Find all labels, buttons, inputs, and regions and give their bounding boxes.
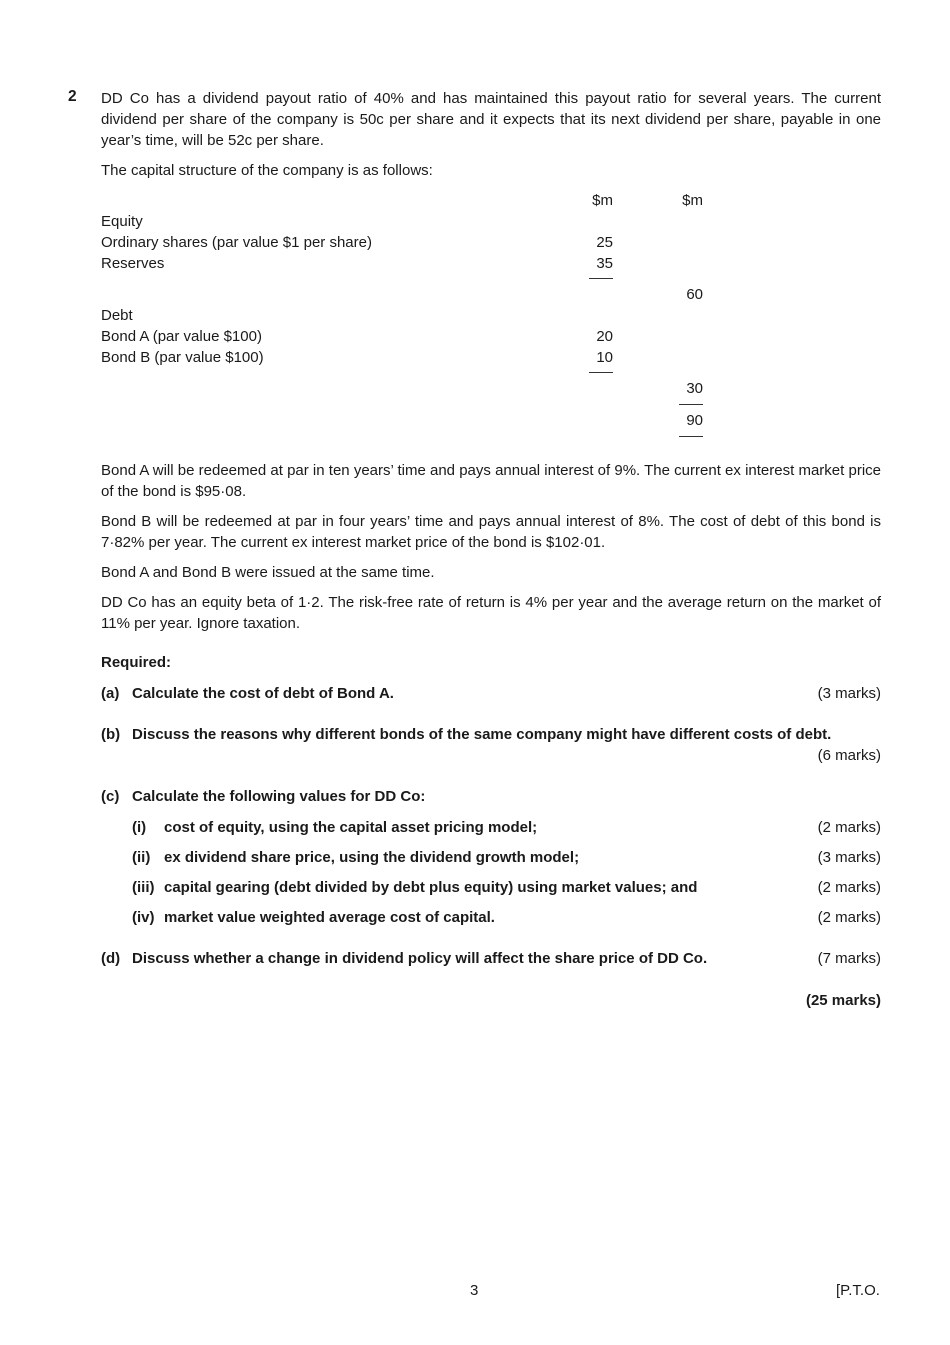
part-d-marks: (7 marks) [817, 950, 881, 967]
part-b-text: Discuss the reasons why different bonds of the same company might have different costs of debt. [132, 726, 832, 743]
part-d [101, 948, 881, 969]
col-header-2: $m [682, 192, 703, 209]
bond-b-row [101, 347, 881, 368]
page-number: 3 [470, 1282, 479, 1299]
part-c-iv-text: market value weighted average cost of capital. [164, 909, 495, 926]
grand-total-bottom-rule [679, 436, 703, 437]
reserves-value: 35 [596, 255, 613, 272]
part-c-ii [101, 847, 881, 868]
ordinary-shares-value: 25 [596, 234, 613, 251]
equity-subtotal-rule [589, 278, 613, 279]
bond-a-row [101, 326, 881, 347]
beta-paragraph: DD Co has an equity beta of 1·2. The risk-free rate of return is 4% per year and the average return on the market of 11% per year. Ignore taxation. [101, 594, 881, 632]
part-a-text: Calculate the cost of debt of Bond A. [132, 685, 394, 702]
part-c-i-tag: (i) [132, 819, 147, 836]
total-marks-row [101, 990, 881, 1011]
required-label: Required: [101, 654, 172, 671]
part-c-i [101, 817, 881, 838]
bond-b-paragraph: Bond B will be redeemed at par in four years’ time and pays annual interest of 8%. The cost of debt of this bond is 7·82% per year. The current ex interest market price of the bond is $102·01. [101, 513, 881, 551]
bond-b-label: Bond B (par value $100) [101, 349, 264, 366]
part-c-ii-text: ex dividend share price, using the dividend growth model; [164, 849, 580, 866]
ordinary-shares-row [101, 232, 881, 253]
part-c-i-text: cost of equity, using the capital asset pricing model; [164, 819, 538, 836]
bond-a-paragraph: Bond A will be redeemed at par in ten years’ time and pays annual interest of 9%. The current ex interest market price of the bond is $95·08. [101, 462, 881, 500]
part-c-text: Calculate the following values for DD Co: [132, 788, 426, 805]
grand-total-top-rule [679, 404, 703, 405]
part-b [101, 724, 881, 766]
part-d-text: Discuss whether a change in dividend policy will affect the share price of DD Co. [132, 950, 708, 967]
question-number: 2 [68, 88, 77, 105]
part-c-ii-tag: (ii) [132, 849, 151, 866]
debt-label: Debt [101, 307, 133, 324]
part-c-iv-tag: (iv) [132, 909, 155, 926]
part-c-iv [101, 907, 881, 928]
reserves-row [101, 253, 881, 274]
equity-label: Equity [101, 213, 143, 230]
part-c-ii-marks: (3 marks) [817, 849, 881, 866]
debt-label-row [101, 305, 881, 326]
grand-total: 90 [686, 412, 703, 429]
part-b-marks: (6 marks) [817, 747, 881, 764]
part-c-tag: (c) [101, 788, 120, 805]
issued-paragraph: Bond A and Bond B were issued at the same time. [101, 564, 435, 581]
intro-paragraph: DD Co has a dividend payout ratio of 40% and has maintained this payout ratio for several years. The current dividend per share of the company is 50c per share and it expects that its next dividend per share, payable in one year’s time, will be 52c per share. [101, 90, 881, 149]
equity-total-row [101, 284, 881, 305]
bond-a-label: Bond A (par value $100) [101, 328, 262, 345]
ordinary-shares-label: Ordinary shares (par value $1 per share) [101, 234, 372, 251]
bond-b-value: 10 [596, 349, 613, 366]
debt-subtotal-rule [589, 372, 613, 373]
part-c [101, 786, 881, 807]
col-header-1: $m [592, 192, 613, 209]
part-d-tag: (d) [101, 950, 121, 967]
equity-label-row [101, 211, 881, 232]
question-content [101, 88, 881, 1011]
equity-total: 60 [686, 286, 703, 303]
grand-total-row [101, 410, 881, 431]
reserves-label: Reserves [101, 255, 165, 272]
table-header-row [101, 190, 881, 211]
part-c-iii-text: capital gearing (debt divided by debt plus equity) using market values; and [164, 879, 698, 896]
part-c-iii-marks: (2 marks) [817, 879, 881, 896]
part-b-tag: (b) [101, 726, 121, 743]
part-a [101, 683, 881, 704]
part-c-i-marks: (2 marks) [817, 819, 881, 836]
debt-total-row [101, 378, 881, 399]
part-a-tag: (a) [101, 685, 120, 702]
total-marks: (25 marks) [805, 992, 881, 1009]
part-a-marks: (3 marks) [817, 685, 881, 702]
capital-intro: The capital structure of the company is as follows: [101, 162, 433, 179]
debt-total: 30 [686, 380, 703, 397]
capital-structure-table [101, 190, 881, 448]
bond-a-value: 20 [596, 328, 613, 345]
part-c-iv-marks: (2 marks) [817, 909, 881, 926]
part-c-iii-tag: (iii) [132, 879, 155, 896]
part-c-iii [101, 877, 881, 898]
please-turn-over: [P.T.O. [836, 1282, 880, 1299]
